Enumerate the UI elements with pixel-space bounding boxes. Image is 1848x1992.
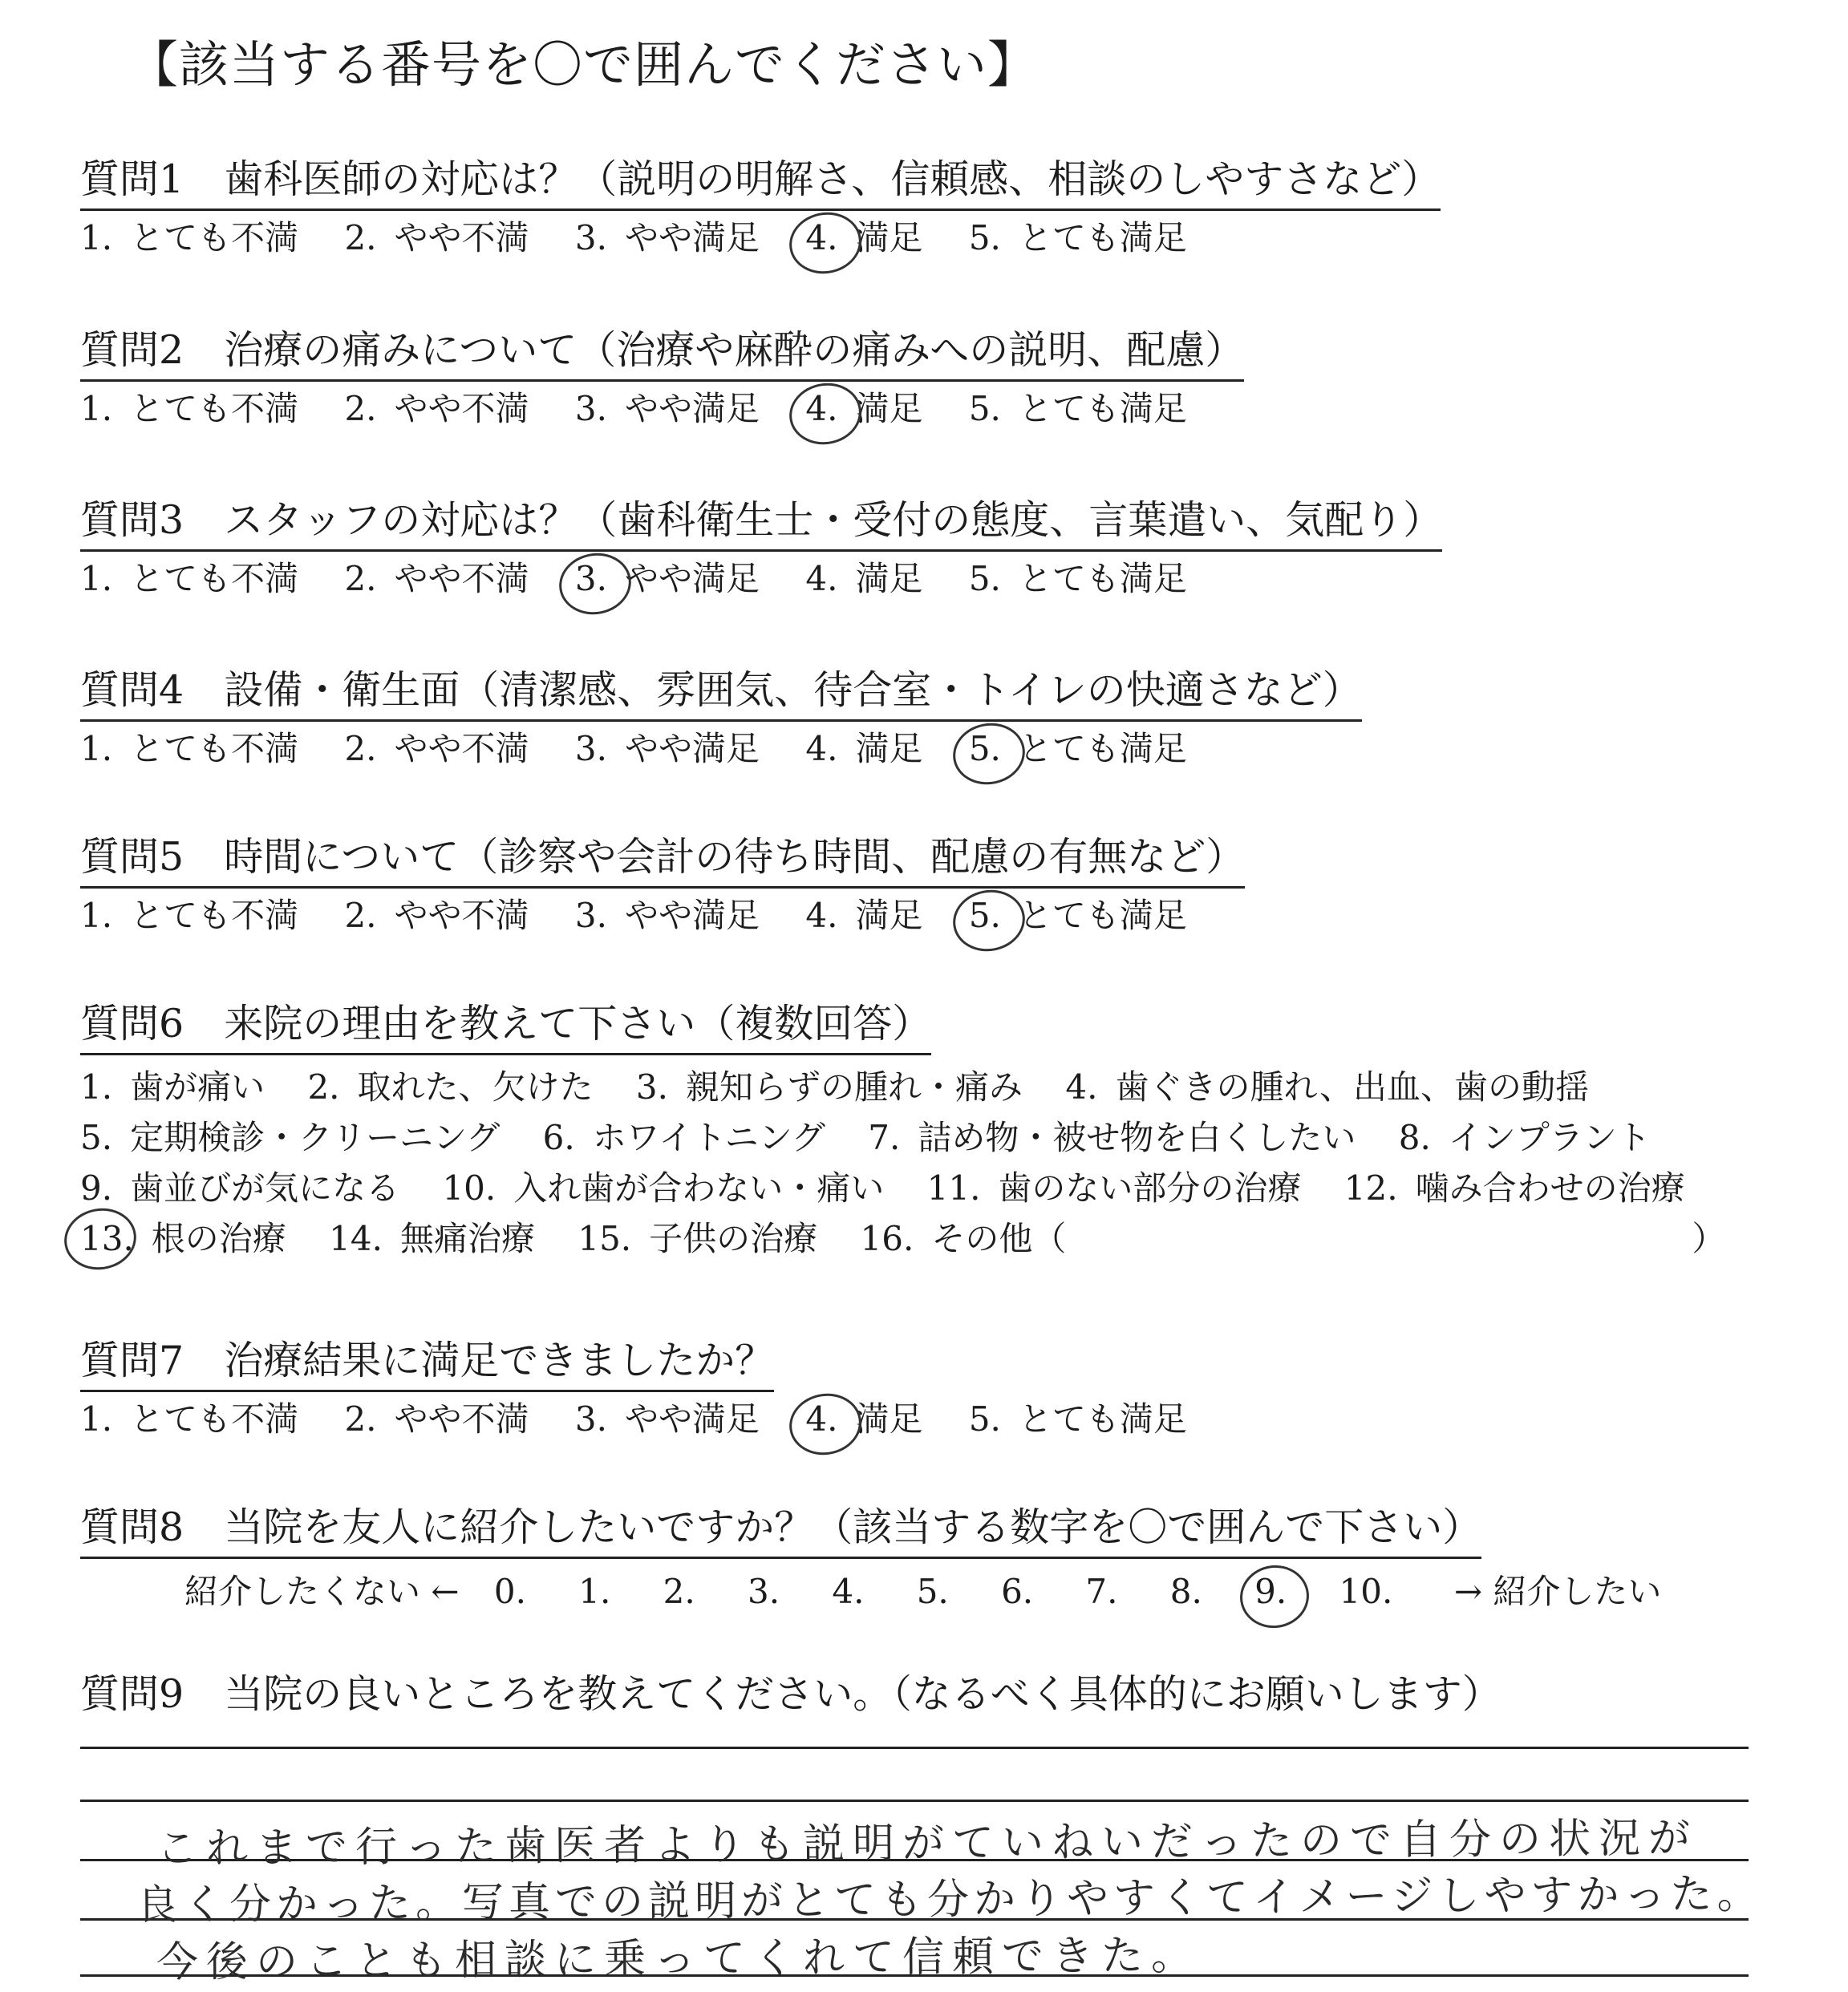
question-title [80, 667, 1362, 722]
question-title [80, 1338, 774, 1392]
answer-line [80, 1747, 1749, 1749]
question-3 [80, 497, 1442, 600]
reason-option[interactable]: 14. 無痛治療 [329, 1218, 535, 1258]
reason-options [80, 1062, 1757, 1264]
question-5 [80, 834, 1245, 937]
question-text: 当院を友人に紹介したいですか？（該当する数字を〇で囲んで下さい） [224, 1504, 1482, 1550]
question-number: 質問7 [80, 1338, 184, 1383]
instruction-heading: 【該当する番号を〇で囲んでください】 [128, 35, 1039, 94]
reason-option[interactable]: 10. 入れ歯が合わない・痛い [442, 1168, 885, 1208]
rating-options [80, 388, 1244, 431]
scale-6[interactable]: 6. [1001, 1571, 1034, 1611]
reason-option[interactable]: 7. 詰め物・被せ物を白くしたい [868, 1117, 1356, 1157]
option-1[interactable]: 1. とても不満 [80, 217, 299, 257]
question-6 [80, 1001, 1757, 1264]
option-3[interactable]: 3. やや満足 [574, 728, 760, 768]
question-number: 質問1 [80, 156, 184, 202]
question-text: 治療結果に満足できましたか？ [224, 1338, 775, 1383]
question-text: 設備・衛生面（清潔感、雰囲気、待合室・トイレの快適さなど） [224, 667, 1362, 713]
option-1[interactable]: 1. とても不満 [80, 895, 299, 935]
question-title [80, 834, 1245, 889]
option-5[interactable]: 5. とても満足 [968, 217, 1187, 257]
question-8 [80, 1504, 1685, 1613]
question-number: 質問8 [80, 1504, 184, 1550]
question-title [80, 497, 1442, 552]
option-4[interactable]: 4. 満足 [805, 558, 923, 598]
rating-options [80, 1399, 1222, 1441]
reason-option[interactable]: 15. 子供の治療 [578, 1218, 818, 1258]
rating-options [80, 728, 1362, 771]
option-3[interactable]: 3. やや満足 [574, 895, 760, 935]
option-5-circled[interactable]: 5. とても満足 [968, 895, 1187, 935]
option-2[interactable]: 2. やや不満 [344, 558, 529, 598]
option-3[interactable]: 3. やや満足 [574, 388, 760, 428]
option-2[interactable]: 2. やや不満 [344, 728, 529, 768]
scale-left-label: 紹介したくない ← [184, 1571, 460, 1611]
question-7 [80, 1338, 1222, 1440]
question-title [80, 327, 1244, 382]
rating-options [80, 558, 1442, 601]
question-9 [80, 1671, 1502, 1723]
option-1[interactable]: 1. とても不満 [80, 1399, 299, 1439]
option-2[interactable]: 2. やや不満 [344, 388, 529, 428]
question-number: 質問2 [80, 327, 184, 373]
reason-option-circled[interactable]: 13. 根の治療 [80, 1218, 286, 1258]
question-title [80, 156, 1441, 211]
question-text: スタッフの対応は？（歯科衛生士・受付の態度、言葉遣い、気配り） [224, 497, 1443, 543]
scale-4[interactable]: 4. [832, 1571, 865, 1611]
option-2[interactable]: 2. やや不満 [344, 1399, 529, 1439]
scale-1[interactable]: 1. [578, 1571, 611, 1611]
reason-row [80, 1112, 1757, 1163]
rating-options [80, 217, 1441, 260]
reason-option[interactable]: 9. 歯並びが気になる [80, 1168, 400, 1208]
option-1[interactable]: 1. とても不満 [80, 388, 299, 428]
reason-option[interactable]: 6. ホワイトニング [542, 1117, 825, 1157]
scale-8[interactable]: 8. [1169, 1571, 1202, 1611]
scale-5[interactable]: 5. [916, 1571, 949, 1611]
option-5[interactable]: 5. とても満足 [968, 1399, 1187, 1439]
reason-row [80, 1213, 1757, 1264]
question-4 [80, 667, 1362, 770]
question-number: 質問9 [80, 1671, 184, 1717]
option-4[interactable]: 4. 満足 [805, 728, 923, 768]
option-1[interactable]: 1. とても不満 [80, 728, 299, 768]
question-text: 治療の痛みについて（治療や麻酔の痛みへの説明、配慮） [224, 327, 1245, 373]
question-number: 質問6 [80, 1001, 184, 1047]
reason-row [80, 1163, 1757, 1213]
option-4-circled[interactable]: 4. 満足 [805, 1399, 923, 1439]
question-text: 当院の良いところを教えてください。（なるべく具体的にお願いします） [224, 1671, 1502, 1717]
option-2[interactable]: 2. やや不満 [344, 217, 529, 257]
question-number: 質問5 [80, 834, 184, 880]
answer-line [80, 1800, 1749, 1802]
option-4-circled[interactable]: 4. 満足 [805, 217, 923, 257]
scale-9-circled[interactable]: 9. [1254, 1572, 1328, 1611]
option-2[interactable]: 2. やや不満 [344, 895, 529, 935]
reason-option[interactable]: 2. 取れた、欠けた [307, 1067, 594, 1107]
scale-right-label: → 紹介したい [1453, 1571, 1662, 1611]
reason-row [80, 1062, 1757, 1112]
scale-2[interactable]: 2. [663, 1571, 695, 1611]
question-title [80, 1671, 1502, 1723]
scale-3[interactable]: 3. [747, 1571, 780, 1611]
rating-options [80, 895, 1245, 937]
reason-option[interactable]: 1. 歯が痛い [80, 1067, 265, 1107]
reason-option-other[interactable]: 16. その他（ ） [860, 1218, 1726, 1258]
scale-0[interactable]: 0. [493, 1571, 526, 1611]
reason-option[interactable]: 3. 親知らずの腫れ・痛み [635, 1067, 1023, 1107]
reason-option[interactable]: 11. 歯のない部分の治療 [926, 1168, 1302, 1208]
option-4-circled[interactable]: 4. 満足 [805, 388, 923, 428]
handwritten-answer-line-1: これまで行った歯医者よりも説明がていねいだったので自分の状況が [156, 1814, 1699, 1873]
option-5[interactable]: 5. とても満足 [968, 558, 1187, 598]
option-3-circled[interactable]: 3. やや満足 [574, 558, 760, 598]
reason-option[interactable]: 12. 噛み合わせの治療 [1343, 1168, 1685, 1208]
question-text: 歯科医師の対応は？（説明の明解さ、信頼感、相談のしやすさなど） [224, 156, 1441, 202]
handwritten-answer-line-2: 良く分かった。写真での説明がとても分かりやすくてイメージしやすかった。 [136, 1869, 1764, 1930]
question-title [80, 1504, 1481, 1559]
question-1 [80, 156, 1441, 259]
question-number: 質問4 [80, 667, 184, 713]
question-number: 質問3 [80, 497, 184, 543]
scale-10[interactable]: 10. [1339, 1571, 1393, 1611]
question-text: 来院の理由を教えて下さい（複数回答） [224, 1001, 932, 1047]
option-1[interactable]: 1. とても不満 [80, 558, 299, 598]
option-5[interactable]: 5. とても満足 [968, 388, 1187, 428]
scale-7[interactable]: 7. [1085, 1571, 1118, 1611]
question-title [80, 1001, 931, 1055]
option-3[interactable]: 3. やや満足 [574, 217, 760, 257]
reason-option[interactable]: 8. インプラント [1398, 1117, 1651, 1157]
question-2 [80, 327, 1244, 430]
question-text: 時間について（診察や会計の待ち時間、配慮の有無など） [224, 834, 1246, 880]
handwritten-answer-line-3: 今後のことも相談に乗ってくれて信頼できた。 [156, 1931, 1202, 1987]
recommend-scale [184, 1565, 1685, 1613]
option-5-circled[interactable]: 5. とても満足 [968, 728, 1187, 768]
reason-option[interactable]: 4. 歯ぐきの腫れ、出血、歯の動揺 [1065, 1067, 1589, 1107]
reason-option[interactable]: 5. 定期検診・クリーニング [80, 1117, 500, 1157]
option-3[interactable]: 3. やや満足 [574, 1399, 760, 1439]
option-4[interactable]: 4. 満足 [805, 895, 923, 935]
